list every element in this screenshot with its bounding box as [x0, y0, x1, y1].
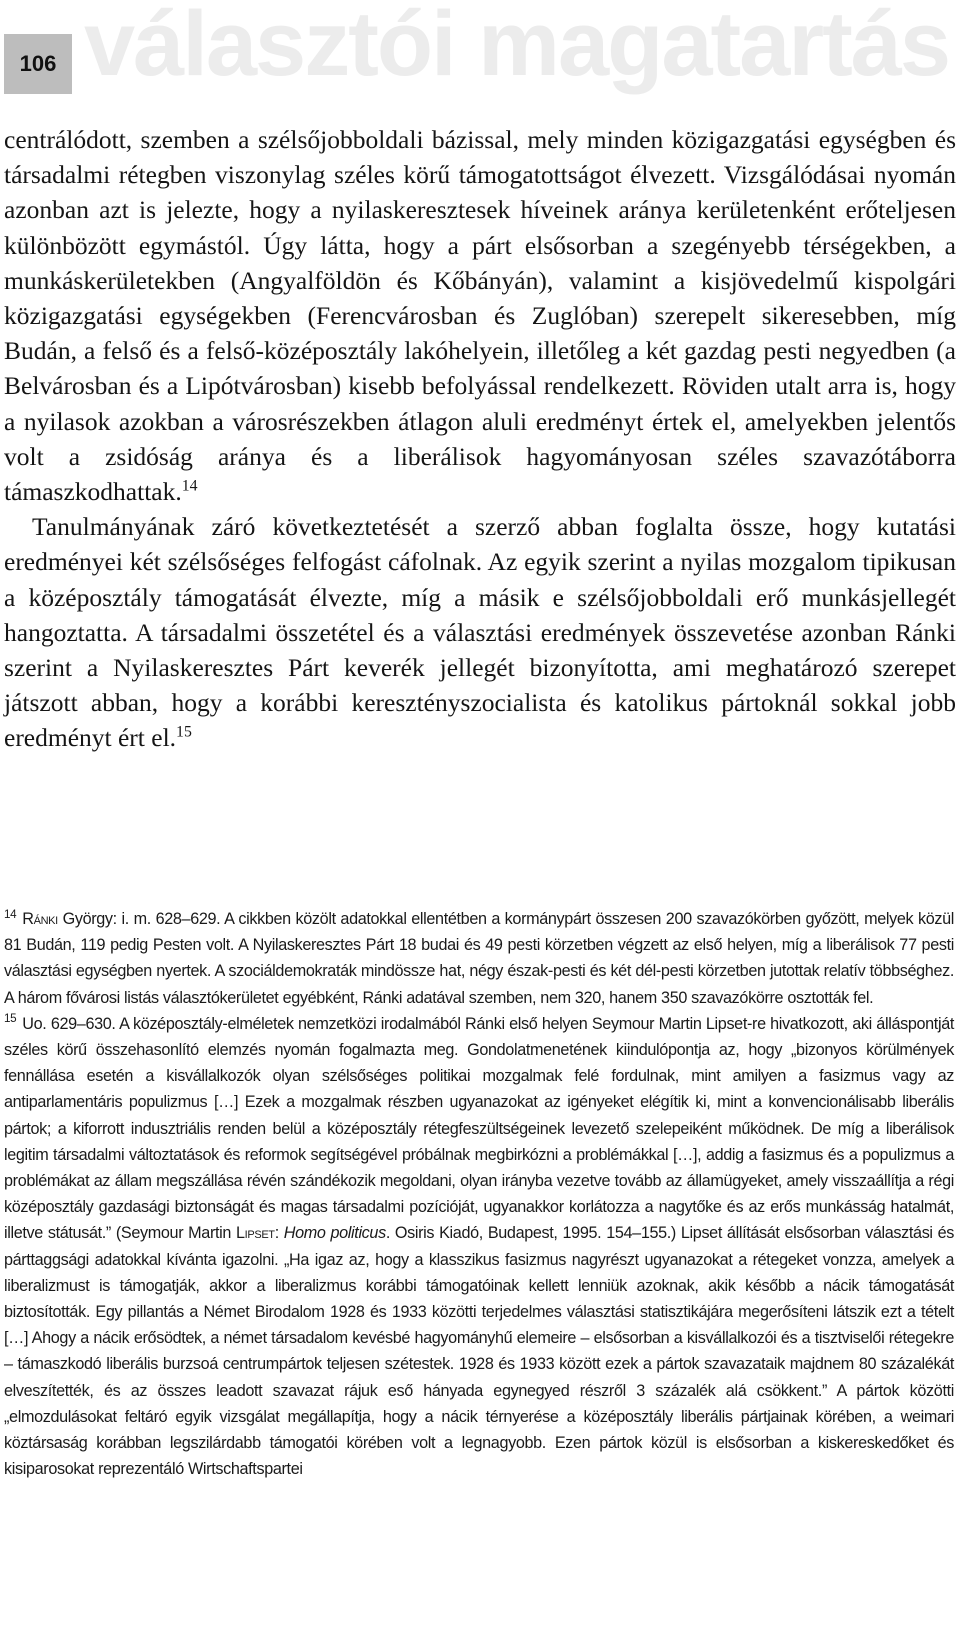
- footnote-15-text-a: Uo. 629–630. A középosztály-elméletek nemzetközi irodalmából Ránki első helyen Seymour Martin Lipset-re hivatkozott, aki álláspontját széles körű összehasonlító elemzés nyomán fogalmazta meg. Gondolatmenetének kiindulópontja az, hogy „bizonyos körülmények fennállása esetén a kisvállalkozók olyan szélsőséges politikai mozgalmak felé fordulnak, mint amilyen a fasizmus vagy az antiparlamentáris populizmus […] Ezek a mozgalmak részben ugyanazokat az igényeket elégítik ki, mint a konvencionálisabb liberális pártok; a kiforrott indusztriális renden belül a középosztály rétegfeszültségeinek levezető szelepeiként működnek. De míg a liberálisok legitim társadalmi változtatások és reformok segítségével próbálnak megbirkózni a problémákkal […], addig a fasizmus és a populizmus a problémákat az állam megszállása révén szándékozik megoldani, olyan irányba vezetve tovább az államügyeket, amely visszaállítja a régi középosztály gazdasági biztonságát és magas társadalmi pozícióját, ugyanakkor korlátozza a nagytőke és az erős munkásság hatalmát, illetve státusát.” (Seymour Martin: [4, 1014, 954, 1243]
- paragraph-1: [4, 122, 956, 509]
- footnote-15-number: 15: [4, 1012, 17, 1026]
- footnotes: [4, 906, 954, 1482]
- footnote-15: [4, 1011, 954, 1483]
- page-number: 106: [4, 34, 72, 94]
- main-text: [4, 122, 956, 756]
- footnote-14-text: György: i. m. 628–629. A cikkben közölt adatokkal ellentétben a kormánypárt összesen 200 szavazókörben győzött, melyek közül 81 Budán, 119 pedig Pesten volt. A Nyilaskeresztes Párt 18 budai és 49 pesti körzetben végzett az első helyen, míg a liberálisok 77 pesti választási egységben nyertek. A szociáldemokraták mindössze hat, négy észak-pesti és két dél-pesti körzetben jutottak relatív többséghez. A három fővárosi listás választókerületet egyébként, Ránki adatával szemben, nem 320, hanem 350 szavazókörre osztották fel.: [4, 910, 954, 1007]
- page-header: [0, 0, 960, 120]
- paragraph-1-text: centrálódott, szemben a szélsőjobboldali bázissal, mely minden közigazgatási egységben és társadalmi rétegben viszonylag széles körű támogatottságot élvezett. Vizsgálódásai nyomán azonban azt is jelezte, hogy a nyilaskeresztesek híveinek aránya kerületenként erőteljesen különbözött egymástól. Úgy látta, hogy a párt elsősorban a szegényebb térségekben, a munkáskerületekben (Angyalföldön és Kőbányán), valamint a kisjövedelmű kispolgári közigazgatási egységekben (Ferencvárosban és Zuglóban) szerepelt sikeresebben, míg Budán, a felső és a felső-középosztály lakóhelyein, illetőleg a két gazdag pesti negyedben (a Belvárosban és a Lipótvárosban) kisebb befolyással rendelkezett. Röviden utalt arra is, hogy a nyilasok azokban a városrészekben átlagon aluli eredményt értek el, amelyekben jelentős volt a zsidóság aránya és a liberálisok hagyományosan széles szavazótáborra támaszkodhattak.: [4, 125, 956, 507]
- footnote-15-book-title: Homo politicus: [283, 1224, 386, 1243]
- paragraph-2: [4, 509, 956, 755]
- running-title: választói magatartás: [84, 0, 950, 95]
- footnote-ref-14[interactable]: 14: [181, 477, 198, 495]
- footnote-15-text-b: . Osiris Kiadó, Budapest, 1995. 154–155.) Lipset állítását elsősorban választási és párttaggsági adatokkal kívánta igazolni. „Ha igaz az, hogy a klasszikus fasizmus nagyrészt ugyanazokat a rétegeket vonzza, amelyek a liberalizmust is támogatják, akkor a liberalizmus korábbi támogatóinak kellett lenniük azoknak, akik később a nácik támogatását biztosították. Egy pillantás a Német Birodalom 1928 és 1933 közötti terjedelmes választási statisztikájára megerősíteni látszik ezt a tételt […] Ahogy a nácik erősödtek, a német társadalom kevésbé hagyományhű elemeire – elsősorban a kisvállalkozói és a tisztviselői rétegekre – támaszkodó liberális burzsoá centrumpártok teljesen szétestek. 1928 és 1933 között ezek a pártok szavazataik majdnem 80 százalékát elveszítették, és az összes leadott szavazat rájuk eső hányada egynegyed részről 3 százalék alá csökkent.” A pártok közötti „elmozdulásokat feltáró egyik vizsgálat megállapítja, hogy a nácik térnyerése a középosztály liberális pártjainak körében, a weimari köztársaság korábban legszilárdabb támogatói körében volt a legnagyobb. Ezen pártok közül is elsősorban a kiskereskedőket és kisiparosokat reprezentáló Wirtschaftspartei: [4, 1224, 955, 1479]
- footnote-14-number: 14: [4, 907, 17, 921]
- footnote-14-author: Ránki: [22, 910, 58, 928]
- footnote-15-author: Lipset: [235, 1224, 275, 1243]
- footnote-14: [4, 906, 954, 1011]
- footnote-15-sep: :: [274, 1224, 284, 1243]
- paragraph-2-text: Tanulmányának záró következtetését a szerző abban foglalta össze, hogy kutatási eredményei két szélsőséges felfogást cáfolnak. Az egyik szerint a nyilas mozgalom tipikusan a középosztály támogatását élvezte, míg a másik e szélsőjobboldali erő munkásjellegét hangoztatta. A társadalmi összetétel és a választási eredmények összevetése azonban Ránki szerint a Nyilaskeresztes Párt keverék jellegét bizonyította, ami meghatározó szerepet játszott abban, hogy a korábbi keresztényszocialista és katolikus pártoknál sokkal jobb eredményt ért el.: [4, 512, 956, 753]
- footnote-ref-15[interactable]: 15: [176, 723, 192, 741]
